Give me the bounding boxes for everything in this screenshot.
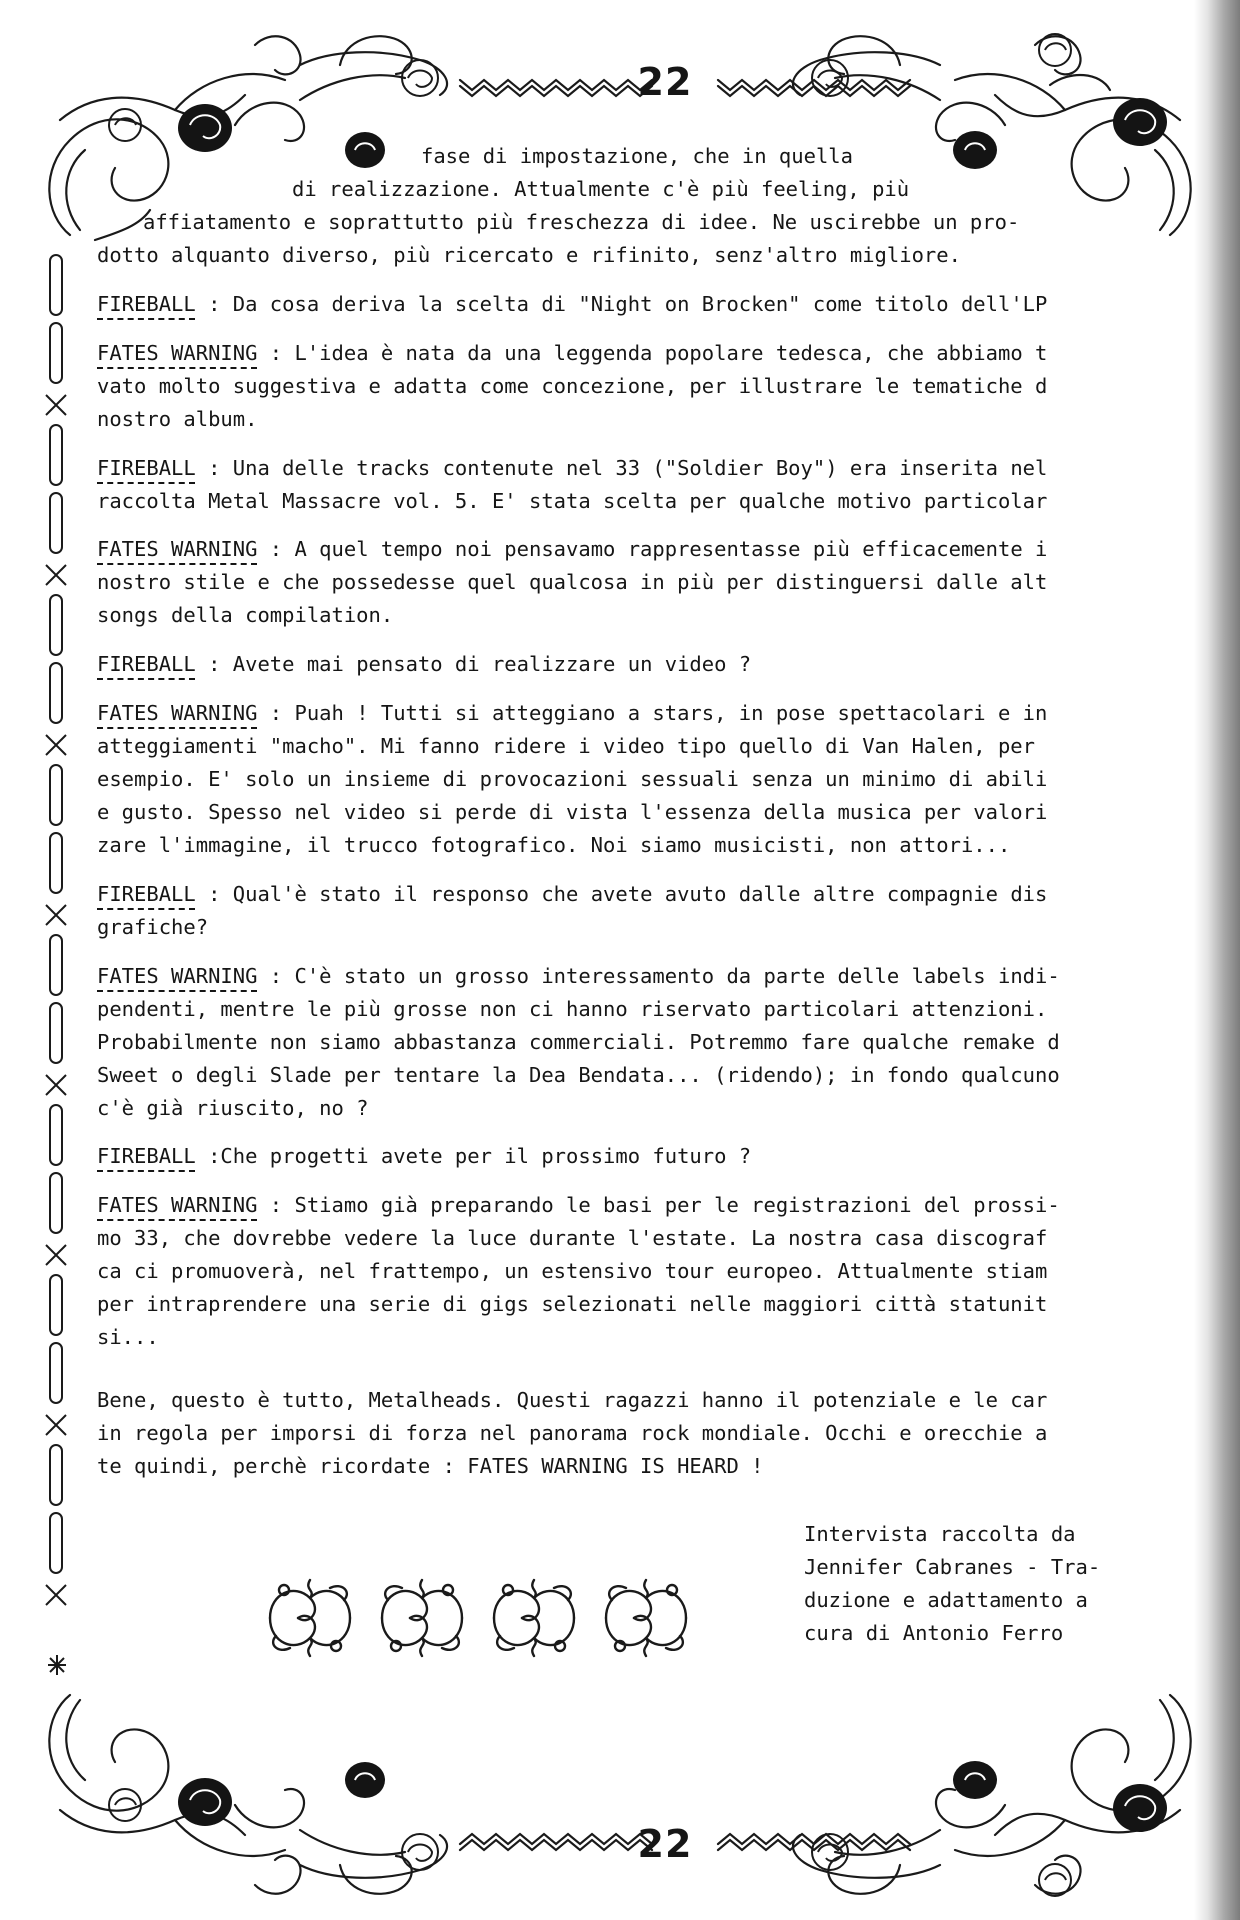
exchange-text: pendenti, mentre le più grosse non ci hanno riservato particolari attenzioni. <box>97 997 1048 1021</box>
speaker-label: FATES WARNING <box>97 537 258 561</box>
exchange-text: e gusto. Spesso nel video si perde di vista l'essenza della musica per valori <box>97 800 1048 824</box>
speaker-label: FIREBALL <box>97 292 196 316</box>
binding-shadow <box>1194 0 1240 1920</box>
exchange-text: mo 33, che dovrebbe vedere la luce durante l'estate. La nostra casa discograf <box>97 1226 1048 1250</box>
speaker-label: FATES WARNING <box>97 341 258 365</box>
exchange-text: nostro album. <box>97 407 258 431</box>
exchange-text: ca ci promuoverà, nel frattempo, un estensivo tour europeo. Attualmente stiam <box>97 1259 1048 1283</box>
exchange-text: per intraprendere una serie di gigs selezionati nelle maggiori città statunit <box>97 1292 1048 1316</box>
interview-exchange <box>97 288 1201 321</box>
interview-exchange <box>97 1189 1201 1354</box>
exchange-text: : Avete mai pensato di realizzare un video ? <box>195 652 752 676</box>
intro-line: di realizzazione. Attualmente c'è più feeling, più <box>292 177 910 201</box>
exchange-text: : Una delle tracks contenute nel 33 ("Soldier Boy") era inserita nel <box>195 456 1048 480</box>
interview-exchange <box>97 337 1201 436</box>
interview-exchange <box>97 697 1201 862</box>
speaker-label: FIREBALL <box>97 882 196 906</box>
interview-exchange <box>97 960 1201 1125</box>
closing-line: Bene, questo è tutto, Metalheads. Questi ragazzi hanno il potenziale e le car <box>97 1388 1048 1412</box>
exchange-text: : L'idea è nata da una leggenda popolare tedesca, che abbiamo t <box>257 341 1048 365</box>
exchange-text: : C'è stato un grosso interessamento da parte delle labels indi- <box>257 964 1060 988</box>
left-chain-border <box>40 245 74 1685</box>
interview-exchange <box>97 648 1201 681</box>
exchange-text: raccolta Metal Massacre vol. 5. E' stata scelta per qualche motivo particolar <box>97 489 1048 513</box>
speaker-label: FATES WARNING <box>97 1193 258 1217</box>
page-number-bottom: 22 <box>637 1822 693 1866</box>
exchange-text: c'è già riuscito, no ? <box>97 1096 369 1120</box>
credits-line: cura di Antonio Ferro <box>804 1621 1064 1645</box>
exchange-text: : Da cosa deriva la scelta di "Night on Brocken" come titolo dell'LP <box>195 292 1048 316</box>
exchange-text: zare l'immagine, il trucco fotografico. Noi siamo musicisti, non attori... <box>97 833 1011 857</box>
speaker-label: FATES WARNING <box>97 964 258 988</box>
closing-line: te quindi, perchè ricordate : FATES WARNING IS HEARD ! <box>97 1454 764 1478</box>
credits-line: Intervista raccolta da <box>804 1522 1076 1546</box>
speaker-label: FATES WARNING <box>97 701 258 725</box>
flourish-ornament <box>260 1568 700 1668</box>
exchange-text: Sweet o degli Slade per tentare la Dea Bendata... (ridendo); in fondo qualcuno <box>97 1063 1060 1087</box>
exchange-text: atteggiamenti "macho". Mi fanno ridere i video tipo quello di Van Halen, per <box>97 734 1035 758</box>
closing-line: in regola per imporsi di forza nel panorama rock mondiale. Occhi e orecchie a <box>97 1421 1048 1445</box>
interview-exchange <box>97 878 1201 944</box>
credits-line: Jennifer Cabranes - Tra- <box>804 1555 1101 1579</box>
exchange-text: : A quel tempo noi pensavamo rappresentasse più efficacemente i <box>257 537 1048 561</box>
speaker-label: FIREBALL <box>97 456 196 480</box>
page-number-top: 22 <box>637 60 693 104</box>
interview-credits <box>804 1518 1100 1650</box>
exchange-text: Probabilmente non siamo abbastanza commerciali. Potremmo fare qualche remake d <box>97 1030 1060 1054</box>
exchange-text: esempio. E' solo un insieme di provocazioni sessuali senza un minimo di abili <box>97 767 1048 791</box>
bottom-floral-border <box>0 1660 1240 1920</box>
exchange-text: :Che progetti avete per il prossimo futuro ? <box>195 1144 752 1168</box>
intro-line: dotto alquanto diverso, più ricercato e rifinito, senz'altro migliore. <box>97 243 961 267</box>
interview-exchange <box>97 1140 1201 1173</box>
exchange-text: nostro stile e che possedesse quel qualcosa in più per distinguersi dalle alt <box>97 570 1048 594</box>
interview-exchange <box>97 452 1201 518</box>
exchange-text: songs della compilation. <box>97 603 394 627</box>
exchange-text: grafiche? <box>97 915 209 939</box>
exchange-text: si... <box>97 1325 159 1349</box>
intro-line: affiatamento e soprattutto più freschezza di idee. Ne uscirebbe un pro- <box>143 210 1020 234</box>
speaker-label: FIREBALL <box>97 652 196 676</box>
exchange-text: vato molto suggestiva e adatta come concezione, per illustrare le tematiche d <box>97 374 1048 398</box>
credits-line: duzione e adattamento a <box>804 1588 1088 1612</box>
intro-line: fase di impostazione, che in quella <box>421 144 853 168</box>
exchange-text: : Qual'è stato il responso che avete avuto dalle altre compagnie dis <box>195 882 1048 906</box>
interview-exchange <box>97 533 1201 632</box>
exchange-text: : Stiamo già preparando le basi per le registrazioni del prossi- <box>257 1193 1060 1217</box>
exchange-text: : Puah ! Tutti si atteggiano a stars, in pose spettacolari e in <box>257 701 1048 725</box>
speaker-label: FIREBALL <box>97 1144 196 1168</box>
closing-paragraph <box>97 1384 1201 1483</box>
